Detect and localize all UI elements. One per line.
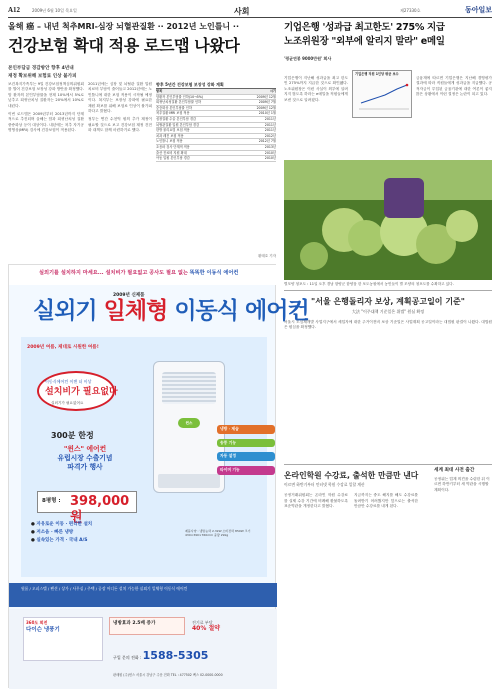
ad-top-line [39,270,238,277]
photo-caption: 별모양 청포도 : 11일 오후 경남 함양군 함양읍 한 포도농원에서 농민들이 별 모양의 청포도를 수확하고 있다. [284,282,454,286]
table-cell: 심장질환 수술 본인부담 경감 [156,116,196,121]
table-title: 향후 5년간 건강보험 보장성 강화 계획 [156,82,276,89]
fan-box-main: 다이슨 냉풍기 [26,627,60,633]
lead-story-header [8,22,276,79]
aircon-unit-image [153,361,225,493]
tuition-subhead: 이르면 하반기부터 인터넷 학원 수강료 일할 계산 [284,481,365,487]
ad-feature-tags [217,425,275,480]
chart-line [361,85,407,103]
ad-red-line: 2009년 여름, 제대로 시원한 여름! [27,345,99,350]
masthead [8,4,492,18]
table-cell: 암환자 본인부담률 인하(10→5%) [156,94,204,99]
ad-year-label: 2009년 신제품 [113,293,145,298]
table-cell: 척추질환 MRI 보험 적용 [156,111,190,116]
tuition-column: 공정거래위원회는 온라인 학원 수강료를 실제 수강 기간에 비례해 환불하도록 표준약관을 개정한다고 밝혔다. [284,493,348,509]
table-cell: 뇌혈관질환 입원 본인부담 경감 [156,122,200,127]
table-cell: 노인틀니 보험 적용 [156,139,183,144]
table-cell: 2010년 [264,156,276,161]
table-cell: 2009년 12월 [256,94,276,99]
lead-byline: 황태호 기자 [257,253,276,258]
fan-box-top: 360도 회전 [26,620,48,625]
ad-top-text: 실외기를 설치하지 마세요... 설치비가 필요없고 공사도 필요 없는 [39,270,188,276]
side-brief-text: 공정위는 업계 의견을 수렴한 뒤 이르면 하반기부터 새 약관을 시행할 계획이다. [434,476,490,492]
court-subhead: 大法 "이주대책 기준일은 위법" 원심 확정 [351,309,425,314]
table-cell: 2011년 [264,122,276,127]
promo-line: 유럽시장 수출기념 [57,454,113,462]
lead-paragraph: 보건복지가족부는 9일 건강보험정책심의위원회를 열어 건강보험 보장성 강화 방안을 확정했다. 암 환자의 본인부담률을 현재 10%에서 5%로 낮추고 희귀난치성 질환자는 20%에서 10%로 내린다. [8,82,84,108]
table-cell: 2010년 1월 [258,111,276,116]
side-brief [434,468,492,493]
right-subhead: '평균연봉 9000만원' 회사 [284,55,332,61]
feature-tag: 냉방 · 제습 [217,425,275,434]
lead-column-1 [8,82,84,258]
circle-line-2: 설치비가 필요없다 [45,387,118,397]
aircon-grille [162,372,216,404]
right-story-header [284,22,492,61]
table-header-cell: 항목 [156,89,163,93]
newspaper-logo: 동아일보 [464,5,492,14]
salary-chart [352,70,412,118]
grape-photo-graphic [284,160,492,280]
table-cell: 2011년 [264,128,276,133]
lead-paragraph: 정부는 연간 수천억 원의 추가 재정이 필요할 것으로 보고 건강보험 재정 건전화 대책도 함께 마련하기로 했다. [88,117,152,133]
ad-spec: 제품사양 : 냉방능력 2.3kW 소비전력 850W 크기 430×390×760mm 중량 29kg [185,529,251,538]
lead-kicker: 올해 癌 – 내년 척추MRI-심장 뇌혈관질환 ·· 2012년 노인틀니 ·· [8,22,240,31]
table-cell: 2009년 7월 [258,100,276,105]
table-row [156,156,276,162]
ad-title [33,297,309,326]
lead-story-body [8,82,276,258]
table-cell: 2012년 7월 [258,139,276,144]
table-cell: 초음파 검사 단계적 적용 [156,144,190,149]
ad-highlight-circle [37,371,118,411]
circle-line-1: 이동식에어컨 이젠 더 이상 [45,379,92,384]
ad-title-part: 이동식 에어컨 [174,298,309,324]
court-story [284,290,492,331]
ad-call[interactable] [113,649,263,667]
feature-tag: 타이머 기능 [217,466,275,475]
promo-line: "윈스" 에어컨 [63,445,107,453]
table-cell: 아동 입원 본인부담 경감 [156,156,190,161]
right-headline-2[interactable]: 노조위원장 "외부에 알리지 말라" e메일 [284,35,445,47]
ad-top-text-accent: 똑똑한 이동식 에어컨 [189,270,239,276]
table-cell: 치과 레진 보험 적용 [156,133,184,138]
promo-line: 파격가 행사 [67,463,103,471]
coverage-table [156,82,276,162]
price-value: 398,000원 [70,494,130,526]
feature-item: ● 저소음 · 빠른 냉방 [31,530,74,535]
table-cell: 2013년 [264,144,276,149]
chart-graphic [353,77,411,115]
ad-fan-box [23,617,103,661]
aircon-logo-badge: 윈스 [178,418,200,428]
right-paragraph: 금융계에 따르면 기업은행은 지난해 경영평가 결과에 따라 직원들에게 성과급을 지급했다. 공적자금이 투입된 금융기관에 대한 여론이 좋지 않은 상황에서 이런 결정은 논란이 되고 있다. [416,76,492,97]
table-cell: 2011년 [264,116,276,121]
table-cell: 중증화상 본인부담률 인하 [156,105,192,110]
tuition-columns [284,493,492,693]
tuition-story [284,464,492,693]
saving-value: 40% 절약 [192,625,221,632]
chart-point [406,84,409,87]
right-paragraph: 기업은행이 지난해 성과급을 최고 한도인 275%까지 지급한 것으로 확인됐다. 노조위원장은 이런 사실이 외부에 알려지지 않도록 하라는 e메일을 직원들에게 보낸 것으로 알려졌다. [284,76,348,102]
table-cell: 한방 물리요법 보험 적용 [156,128,190,133]
circle-line-3: 실외기가 필요없어요 [51,401,84,405]
section-title: 사회 [234,6,250,16]
tuition-column: 지금까지는 중도 해지를 해도 수강료를 돌려받기 어려웠지만 앞으로는 출석한 만큼만 수강료를 내게 된다. [354,493,418,509]
table-cell: 2009년 12월 [256,105,276,110]
ad-title-part: 일체형 [103,298,175,324]
ad-promo [37,445,133,472]
ad-address: 판매원 (주)윈스 서울시 강남구 주문 전화 TEL : 477502 팩스 02-0000-0000 [113,673,223,677]
lead-paragraph: 2011년에는 심장 및 뇌혈관 질환 입원 치료비 부담이 줄어들고 2012년에는 노인틀니에 대한 보험 적용이 시작될 예정이다. 복지부는 보장성 강화에 필요한 재원 확보를 위해 보험료 인상이 불가피하다고 밝혔다. [88,82,152,114]
chart-title: 기업은행 직원 1인당 평균 보수 [355,72,399,76]
ad-cooling-box: 냉방효과 2.5배 증가 [109,617,185,635]
ad-features [31,521,161,545]
side-brief-title[interactable]: 세계 최대 사전 출간 [434,468,475,473]
aircon-base [158,474,220,488]
lead-headline[interactable]: 건강보험 확대 적용 로드맵 나왔다 [8,36,240,55]
ad-title-part: 실외기 [33,298,104,324]
table-cell: 2012년 [264,133,276,138]
table-cell: 2010년 [264,150,276,155]
lead-subhead-1: 본인부담금 경감방안 향후 4년내 [8,66,74,71]
feature-item: ● 자유로운 이동 · 편리한 설치 [31,522,93,527]
saving-label: 전기료 부담 [192,620,213,625]
court-text [284,320,492,331]
table-header-cell: 시기 [269,89,276,93]
issue-date: 2009년 6월 10일 목요일 [32,8,77,13]
grape-photo [284,160,492,280]
ad-limited: 300분 한정 [51,431,94,440]
ad-saving-box [189,617,267,635]
feature-item: ● 실속있는 가격 · 국내 A/S [31,538,88,543]
court-headline[interactable]: "서울 은행돌리자 보상, 계획공고일이 기준" [284,290,492,307]
table-cell: 출산 진료비 지원 확대 [156,150,187,155]
lead-column-2 [88,82,152,258]
table-cell: 희귀난치성질환 본인부담률 인하 [156,100,202,105]
court-paragraph: 서울시 도심재개발 사업지구에서 세입자에 대한 주거이전비 보상 기준일은 사업계획 공고일이라는 대법원 판결이 나왔다. 대법원은 원심을 확정했다. [284,320,492,330]
call-number[interactable]: 1588-5305 [142,649,209,662]
issue-number: 제27330호 [400,8,421,13]
feature-tag: 자동 설정 [217,452,275,461]
right-headline-1[interactable]: 기업은행 '성과급 최고한도' 275% 지급 [284,22,445,33]
price-label: 8평형 : [42,498,61,504]
tuition-headline[interactable]: 온라인학원 수강료, 출석한 만큼만 낸다 [284,464,492,481]
page-number: A12 [8,6,21,14]
lead-paragraph: 이번 로드맵은 2009년부터 2013년까지 단계적으로 추진되며 올해는 암과 희귀난치성 질환 중증화상 등이 대상이다. 내년에는 척추 자기공명영상(MRI) 검사에 건강보험이 적용된다. [8,112,84,133]
feature-tag: 송풍 기능 [217,439,275,448]
lead-subhead-2: 재정 확보위해 보험료 인상 불가피 [8,73,77,79]
call-label: 구입 문의 전화 : [113,655,142,660]
ad-blue-bar: 원룸 / 오피스텔 / 펜션 / 상가 / 사무실 / 주택 / 공장 어디든 설치 가능한 실외기 일체형 이동식 에어컨 [9,583,277,607]
aircon-advertisement[interactable] [8,264,309,688]
